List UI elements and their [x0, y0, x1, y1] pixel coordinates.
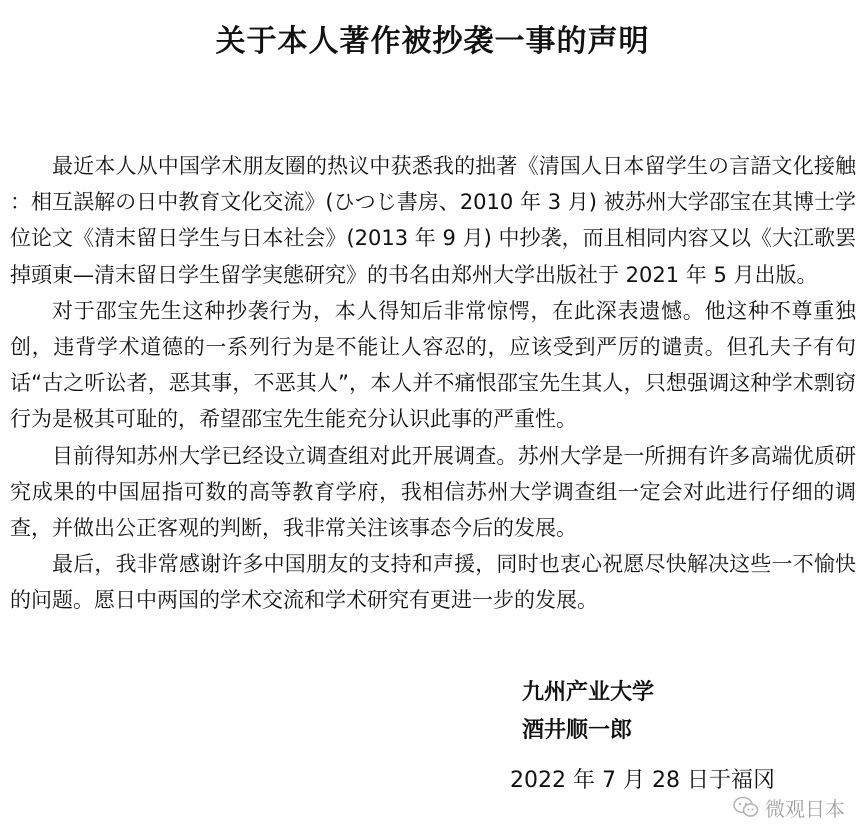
page-title: 关于本人著作被抄袭一事的声明	[215, 24, 650, 59]
statement-body	[10, 148, 856, 619]
signature-date: 2022 年 7 月 28 日于福冈	[510, 768, 775, 793]
paragraph-3: 目前得知苏州大学已经设立调查组对此开展调查。苏州大学是一所拥有许多高端优质研究成果的中国屈指可数的高等教育学府，我相信苏州大学调查组一定会对此进行仔细的调查，并做出公正客观的判断，我非常关注该事态今后的发展。	[10, 443, 856, 541]
wechat-icon	[733, 796, 759, 818]
watermark	[733, 793, 845, 821]
signature-institution: 九州产业大学	[522, 680, 655, 705]
signature-author: 酒井顺一郎	[522, 718, 633, 743]
paragraph-1: 最近本人从中国学术朋友圈的热议中获悉我的拙著《清国人日本留学生の言語文化接触 ：相互誤解の日中教育文化交流》(ひつじ書房、2010 年 3 月) 被苏州大学邵宝在其博士学位论文《清末留日学生与日本社会》(2013 年 9 月) 中抄袭，而且相同内容又以《大江歌罢掉頭東—清末留日学生留学実態研究》的书名由郑州大学出版社于 2021 年 5 月出版。	[10, 154, 856, 287]
paragraph-4: 最后，我非常感谢许多中国朋友的支持和声援，同时也衷心祝愿尽快解决这些一不愉快的问题。愿日中两国的学术交流和学术研究有更进一步的发展。	[10, 552, 856, 613]
paragraph-2: 对于邵宝先生这种抄袭行为，本人得知后非常惊愕，在此深表遗憾。他这种不尊重独创，违背学术道德的一系列行为是不能让人容忍的，应该受到严厉的谴责。但孔夫子有句话“古之听讼者，恶其事，不恶其人”，本人并不痛恨邵宝先生其人，只想强调这种学术剽窃行为是极其可耻的，希望邵宝先生能充分认识此事的严重性。	[10, 298, 856, 432]
signature-block	[522, 674, 852, 750]
watermark-text: 微观日本	[765, 796, 845, 821]
